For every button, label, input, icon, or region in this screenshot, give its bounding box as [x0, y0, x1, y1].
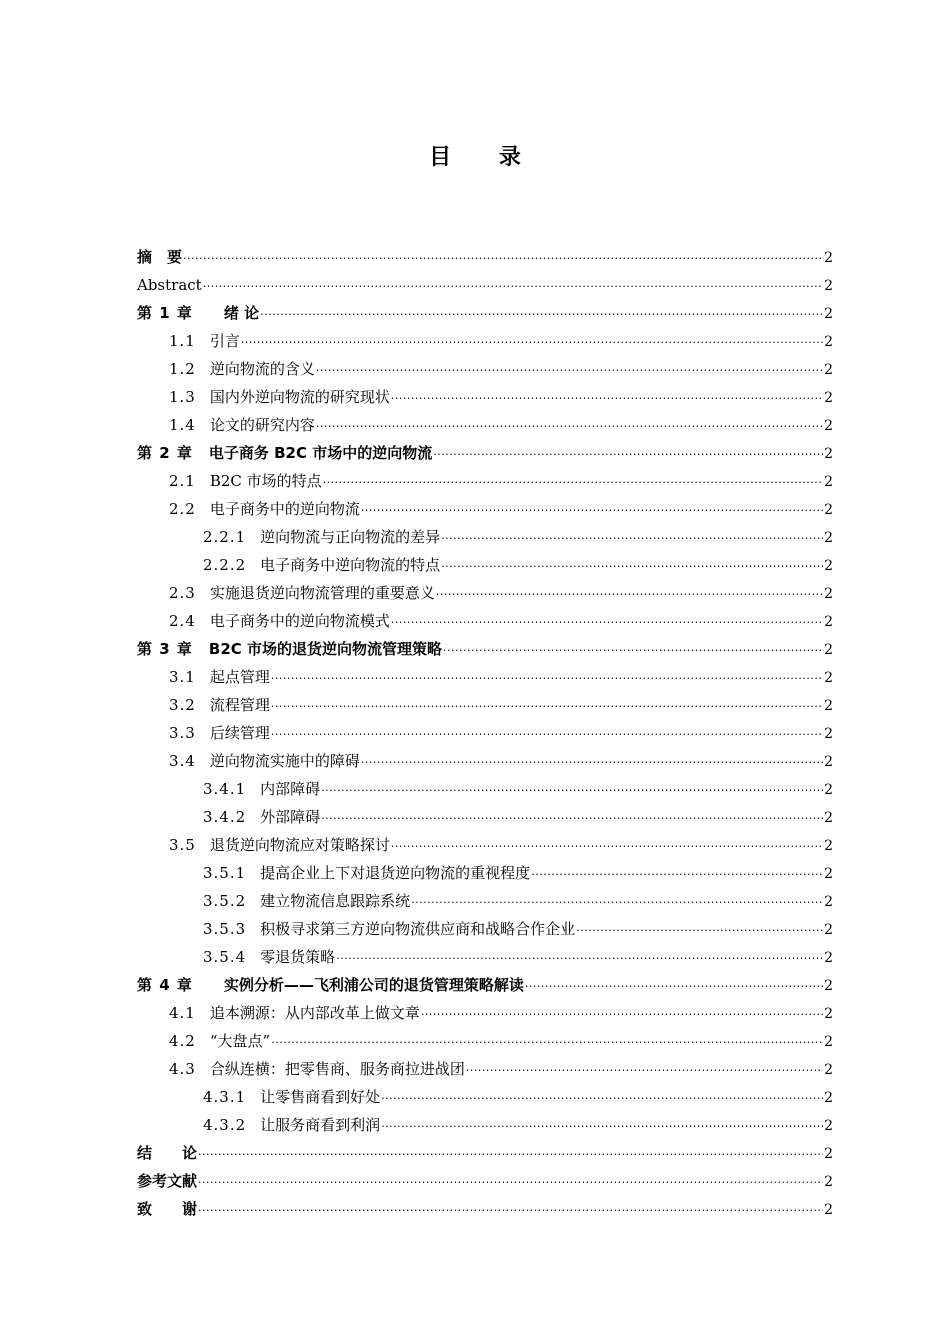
toc-entry[interactable]	[137, 411, 833, 439]
toc-entry-page-number: 2	[824, 754, 833, 770]
toc-entry-page-number: 2	[824, 1006, 833, 1022]
toc-dot-leader	[271, 693, 823, 721]
toc-entry-page-number: 2	[824, 978, 833, 994]
toc-entry[interactable]	[137, 915, 833, 943]
toc-entry-page-number: 2	[824, 1090, 833, 1106]
toc-entry-label: 电子商务中的逆向物流模式	[209, 612, 390, 630]
toc-entry-label: 让零售商看到好处	[260, 1088, 381, 1106]
toc-entry[interactable]	[137, 691, 833, 719]
toc-entry-page-number: 2	[824, 1146, 833, 1162]
toc-entry[interactable]	[137, 887, 833, 915]
toc-entry-label: 提高企业上下对退货逆向物流的重视程度	[260, 864, 531, 882]
toc-dot-leader	[576, 917, 823, 945]
toc-entry-page-number: 2	[824, 922, 833, 938]
toc-entry[interactable]	[137, 663, 833, 691]
toc-entry-number: 2.2.2	[203, 556, 247, 574]
toc-entry-number: 2.2.1	[203, 528, 247, 546]
toc-entry[interactable]	[137, 495, 833, 523]
toc-entry-number: 4.2	[169, 1032, 196, 1050]
toc-entry[interactable]	[137, 999, 833, 1027]
toc-entry-label: 电子商务中的逆向物流	[209, 500, 360, 518]
toc-dot-leader	[321, 805, 823, 833]
toc-entry-number: 3.4	[169, 752, 196, 770]
toc-dot-leader	[443, 637, 823, 665]
toc-entry-page-number: 2	[824, 950, 833, 966]
toc-dot-leader	[316, 357, 823, 385]
toc-entry-number: 第 4 章	[137, 976, 193, 994]
toc-entry-label: Abstract	[137, 276, 202, 294]
toc-dot-leader	[198, 1169, 823, 1197]
toc-entry-number: 第 3 章	[137, 640, 193, 658]
toc-entry[interactable]	[137, 1139, 833, 1167]
toc-entry-page-number: 2	[824, 838, 833, 854]
toc-entry-page-number: 2	[824, 698, 833, 714]
toc-entry[interactable]	[137, 1195, 833, 1223]
toc-entry[interactable]	[137, 1083, 833, 1111]
toc-dot-leader	[183, 245, 823, 273]
toc-entry-page-number: 2	[824, 1118, 833, 1134]
toc-entry-page-number: 2	[824, 362, 833, 378]
toc-entry-label: 绪 论	[208, 304, 260, 322]
toc-entry-page-number: 2	[824, 670, 833, 686]
toc-entry-page-number: 2	[824, 250, 833, 266]
toc-entry-page-number: 2	[824, 614, 833, 630]
toc-entry-number: 3.2	[169, 696, 196, 714]
toc-dot-leader	[421, 1001, 823, 1029]
toc-entry-label: 起点管理	[209, 668, 270, 686]
toc-entry-page-number: 2	[824, 586, 833, 602]
toc-entry[interactable]	[137, 607, 833, 635]
toc-entry-label: 电子商务中逆向物流的特点	[260, 556, 441, 574]
toc-entry[interactable]	[137, 355, 833, 383]
toc-entry[interactable]	[137, 439, 833, 467]
toc-entry-label: 合纵连横：把零售商、服务商拉进战团	[209, 1060, 465, 1078]
toc-dot-leader	[381, 1113, 823, 1141]
toc-entry-number: 1.3	[169, 388, 196, 406]
toc-entry-page-number: 2	[824, 418, 833, 434]
toc-entry-number: 4.1	[169, 1004, 196, 1022]
toc-entry-number: 1.2	[169, 360, 196, 378]
toc-entry[interactable]	[137, 1111, 833, 1139]
toc-entry-number: 2.3	[169, 584, 196, 602]
toc-entry-page-number: 2	[824, 558, 833, 574]
toc-dot-leader	[381, 1085, 823, 1113]
toc-entry-page-number: 2	[824, 894, 833, 910]
toc-dot-leader	[198, 1197, 823, 1225]
toc-dot-leader	[271, 1029, 823, 1057]
toc-entry-label: 后续管理	[209, 724, 270, 742]
toc-entry-label: 实例分析——飞利浦公司的退货管理策略解读	[208, 976, 524, 994]
toc-entry-number: 3.5.4	[203, 948, 247, 966]
toc-dot-leader	[441, 525, 823, 553]
toc-dot-leader	[336, 945, 823, 973]
toc-dot-leader	[260, 301, 823, 329]
toc-entry[interactable]	[137, 243, 833, 271]
toc-entry[interactable]	[137, 971, 833, 999]
toc-dot-leader	[531, 861, 823, 889]
toc-entry[interactable]	[137, 327, 833, 355]
toc-dot-leader	[466, 1057, 823, 1085]
toc-entry[interactable]	[137, 831, 833, 859]
toc-entry[interactable]	[137, 579, 833, 607]
toc-entry[interactable]	[137, 523, 833, 551]
toc-entry-page-number: 2	[824, 642, 833, 658]
toc-entry-label: 致 谢	[137, 1200, 198, 1218]
toc-entry-label: 引言	[209, 332, 240, 350]
toc-dot-leader	[241, 329, 823, 357]
toc-entry-number: 3.4.1	[203, 780, 247, 798]
toc-dot-leader	[323, 469, 823, 497]
toc-entry[interactable]	[137, 551, 833, 579]
toc-entry-page-number: 2	[824, 278, 833, 294]
toc-entry-label: 让服务商看到利润	[260, 1116, 381, 1134]
toc-dot-leader	[321, 777, 823, 805]
toc-entry-number: 1.4	[169, 416, 196, 434]
toc-entry-page-number: 2	[824, 334, 833, 350]
toc-entry-number: 3.3	[169, 724, 196, 742]
toc-entry[interactable]	[137, 747, 833, 775]
toc-dot-leader	[198, 1141, 823, 1169]
toc-entry[interactable]	[137, 271, 833, 299]
toc-entry[interactable]	[137, 467, 833, 495]
toc-entry-number: 3.1	[169, 668, 196, 686]
toc-entry-number: 3.4.2	[203, 808, 247, 826]
toc-entry[interactable]	[137, 943, 833, 971]
toc-entry-page-number: 2	[824, 782, 833, 798]
toc-entry[interactable]	[137, 1055, 833, 1083]
toc-entry[interactable]	[137, 803, 833, 831]
toc-dot-leader	[361, 497, 823, 525]
toc-entry-number: 2.4	[169, 612, 196, 630]
toc-entry-number: 第 2 章	[137, 444, 193, 462]
toc-dot-leader	[271, 721, 823, 749]
toc-entry[interactable]	[137, 1167, 833, 1195]
toc-entry-page-number: 2	[824, 446, 833, 462]
toc-entry-number: 4.3	[169, 1060, 196, 1078]
toc-entry-label: 逆向物流实施中的障碍	[209, 752, 360, 770]
toc-entry-number: 1.1	[169, 332, 196, 350]
toc-entry-number: 第 1 章	[137, 304, 193, 322]
toc-entry-label: B2C 市场的特点	[209, 472, 322, 490]
toc-entry-page-number: 2	[824, 726, 833, 742]
toc-entry[interactable]	[137, 719, 833, 747]
toc-dot-leader	[361, 749, 823, 777]
toc-entry-number: 4.3.2	[203, 1116, 247, 1134]
toc-dot-leader	[525, 973, 823, 1001]
toc-entry-label: 内部障碍	[260, 780, 321, 798]
toc-entry-label: 论文的研究内容	[209, 416, 315, 434]
toc-dot-leader	[441, 553, 823, 581]
toc-dot-leader	[203, 273, 823, 301]
toc-entry-page-number: 2	[824, 810, 833, 826]
toc-entry-page-number: 2	[824, 530, 833, 546]
toc-entry-number: 2.1	[169, 472, 196, 490]
toc-dot-leader	[391, 833, 823, 861]
toc-entry-page-number: 2	[824, 1174, 833, 1190]
toc-entry-label: 国内外逆向物流的研究现状	[209, 388, 390, 406]
toc-entry-label: 电子商务 B2C 市场中的逆向物流	[208, 444, 433, 462]
toc-entry-number: 2.2	[169, 500, 196, 518]
toc-entry-label: 外部障碍	[260, 808, 321, 826]
toc-title: 目 录	[429, 145, 541, 170]
toc-entry-page-number: 2	[824, 502, 833, 518]
toc-entry[interactable]	[137, 299, 833, 327]
toc-entry-label: “大盘点”	[209, 1032, 271, 1050]
toc-entry-page-number: 2	[824, 1034, 833, 1050]
toc-entry-number: 3.5.2	[203, 892, 247, 910]
toc-entry-number: 3.5	[169, 836, 196, 854]
toc-entry-number: 3.5.1	[203, 864, 247, 882]
toc-entry-label: 建立物流信息跟踪系统	[260, 892, 411, 910]
toc-entry-label: 追本溯源：从内部改革上做文章	[209, 1004, 420, 1022]
toc-entry-number: 3.5.3	[203, 920, 247, 938]
toc-dot-leader	[391, 609, 823, 637]
toc-entry-label: 积极寻求第三方逆向物流供应商和战略合作企业	[260, 920, 576, 938]
toc-entry-number: 4.3.1	[203, 1088, 247, 1106]
toc-entry-page-number: 2	[824, 1202, 833, 1218]
toc-dot-leader	[316, 413, 823, 441]
toc-entry-label: 摘 要	[137, 248, 183, 266]
table-of-contents	[137, 243, 833, 1223]
toc-entry-label: 结 论	[137, 1144, 198, 1162]
toc-entry-label: 流程管理	[209, 696, 270, 714]
toc-entry[interactable]	[137, 775, 833, 803]
toc-dot-leader	[411, 889, 823, 917]
toc-entry-page-number: 2	[824, 474, 833, 490]
toc-dot-leader	[436, 581, 823, 609]
toc-entry-label: B2C 市场的退货逆向物流管理策略	[208, 640, 442, 658]
toc-entry-label: 逆向物流的含义	[209, 360, 315, 378]
toc-dot-leader	[433, 441, 823, 469]
toc-entry[interactable]	[137, 635, 833, 663]
toc-dot-leader	[391, 385, 823, 413]
toc-entry-page-number: 2	[824, 390, 833, 406]
toc-entry-label: 退货逆向物流应对策略探讨	[209, 836, 390, 854]
toc-entry-label: 零退货策略	[260, 948, 336, 966]
toc-entry-label: 逆向物流与正向物流的差异	[260, 528, 441, 546]
toc-entry[interactable]	[137, 1027, 833, 1055]
toc-entry-label: 实施退货逆向物流管理的重要意义	[209, 584, 435, 602]
toc-dot-leader	[271, 665, 823, 693]
toc-entry[interactable]	[137, 859, 833, 887]
toc-entry[interactable]	[137, 383, 833, 411]
toc-entry-page-number: 2	[824, 1062, 833, 1078]
toc-entry-page-number: 2	[824, 306, 833, 322]
toc-entry-label: 参考文献	[137, 1172, 198, 1190]
toc-entry-page-number: 2	[824, 866, 833, 882]
